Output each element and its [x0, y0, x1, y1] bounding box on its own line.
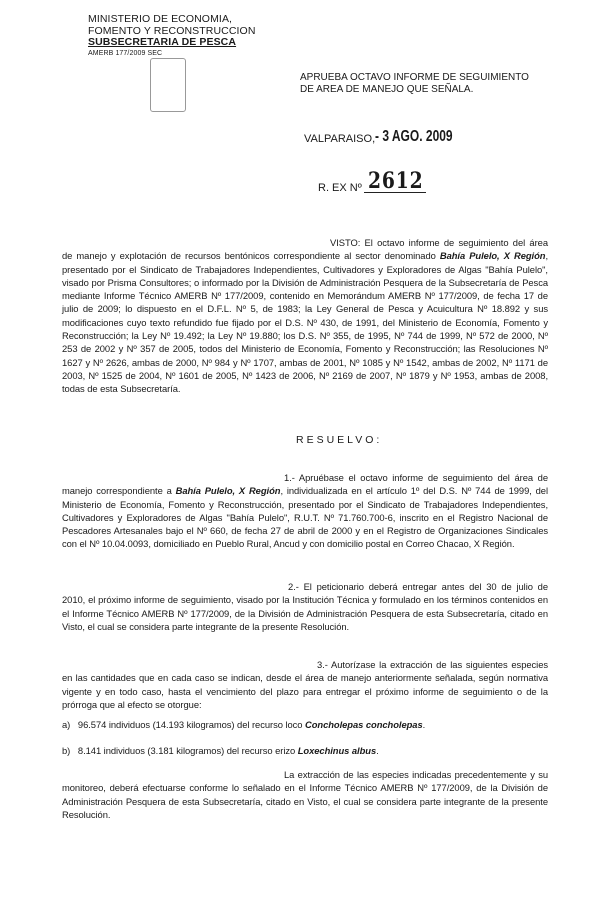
species-name: Concholepas concholepas — [305, 719, 423, 730]
resolution-number: 2612 — [368, 168, 424, 194]
reference-code: AMERB 177/2009 SEC — [88, 49, 163, 57]
resuelvo-heading: RESUELVO: — [296, 434, 383, 446]
place-label: VALPARAISO, — [304, 133, 376, 145]
item-2-paragraph: 2.- El peticionario deberá entregar antes del 30 de julio de 2010, el próximo informe de seguimiento, visado por la Institución Técnica y formulado en los términos contenidos en el Informe Técnico AMERB Nº 177/2009, de la División de Administración Pesquera de esta Subsecretaría, citado en Visto, el cual se considera parte integrante de la presente Resolución. — [62, 581, 548, 632]
sector-name: Bahía Pulelo, X Región — [439, 250, 546, 262]
subsecretaria-name: SUBSECRETARIA DE PESCA — [88, 36, 237, 48]
species-name: Loxechinus albus — [297, 745, 377, 756]
sector-name: Bahía Pulelo, X Región — [175, 485, 281, 497]
letterhead — [88, 14, 256, 58]
species-item-b: b) 8.141 individuos (3.181 kilogramos) del recurso erizo Loxechinus albus. — [62, 745, 379, 756]
registry-stamp — [150, 58, 186, 112]
item-3-paragraph: 3.- Autorízase la extracción de las siguientes especies en las cantidades que en cada caso se indican, desde el área de manejo anteriormente señalada, según normativa vigente y en todo caso, hasta el vencimiento del plazo para entregar el próximo informe de seguimiento o de la prórroga que al efecto se otorgue: — [62, 659, 548, 710]
ministry-name-line2: FOMENTO Y RECONSTRUCCION — [88, 24, 256, 37]
title-line-1: APRUEBA OCTAVO INFORME DE SEGUIMIENTO — [300, 72, 529, 83]
document-title — [300, 72, 570, 96]
visto-paragraph: VISTO: El octavo informe de seguimiento del área de manejo y explotación de recursos bentónicos correspondiente al sector denominado Bahía Pulelo, X Región, presentado por el Sindicato de Trabajadores Independientes, Cultivadores y Exploradores de Algas "Bahía Pulelo", visado por Prisma Consultores; o informado por la División de Administración Pesquera de la Subsecretaría de Pesca mediante Informe Técnico AMERB Nº 177/2009, contenido en Memorándum AMERB Nº 177/2009, de fecha 17 de julio de 2009; lo dispuesto en el D.F.L. Nº 5, de 1983; la Ley General de Pesca y Acuicultura Nº 18.892 y sus modificaciones cuyo texto refundido fue fijado por el D.S. Nº 430, de 1991, del Ministerio de Economía, Fomento y Reconstrucción; la Ley Nº 19.492; la Ley Nº 19.880; los D.S. Nº 355, de 1995, Nº 744 de 1999, Nº 572 de 2000, Nº 253 de 2002 y Nº 357 de 2005, todos del Ministerio de Economía, Fomento y Reconstrucción; las Resoluciones Nº 1627 y Nº 2626, ambas de 2000, Nº 984 y Nº 1707, ambas de 2001, Nº 1085 y Nº 1542, ambas de 2002, Nº 1171 de 2003, Nº 1525 de 2004, Nº 1601 de 2005, Nº 1423 de 2006, Nº 2169 de 2007, Nº 1879 y Nº 1953, ambas de 2008, todas de esta Subsecretaría. — [62, 237, 549, 395]
title-line-2: DE AREA DE MANEJO QUE SEÑALA. — [300, 84, 474, 95]
item-1-paragraph: 1.- Apruébase el octavo informe de seguimiento del área de manejo correspondiente a Bahía Pulelo, X Región, individualizada en el artículo 1º del D.S. Nº 744 de 1999, del Ministerio de Economía, Fomento y Reconstrucción, presentado por el Sindicato de Trabajadores Independientes, Cultivadores y Exploradores de Algas "Bahía Pulelo", R.U.T. Nº 71.760.700-6, inscrito en el Registro Nacional de Pescadores Artesanales bajo el Nº 660, de fecha 27 de abril de 2000 y en el Registro de Organizaciones Sindicales con el Nº 10.04.0093, domiciliado en Pueblo Rural, Ancud y con domicilio postal en Correo Chacao, X Región. — [62, 472, 549, 550]
ministry-name: MINISTERIO DE ECONOMIA, — [88, 13, 233, 25]
closing-paragraph: La extracción de las especies indicadas precedentemente y su monitoreo, deberá efectuarse conforme lo señalado en el Informe Técnico AMERB Nº 177/2009, de la División de Administración Pesquera de esta Subsecretaría, citado en Visto, el cual se considera parte integrante de la presente Resolución. — [62, 769, 548, 820]
resolution-label: R. EX Nº — [318, 182, 362, 194]
species-item-a: a) 96.574 individuos (14.193 kilogramos) del recurso loco Concholepas concholepas. — [62, 719, 426, 730]
date-stamp: - 3 AGO. 2009 — [375, 128, 453, 145]
